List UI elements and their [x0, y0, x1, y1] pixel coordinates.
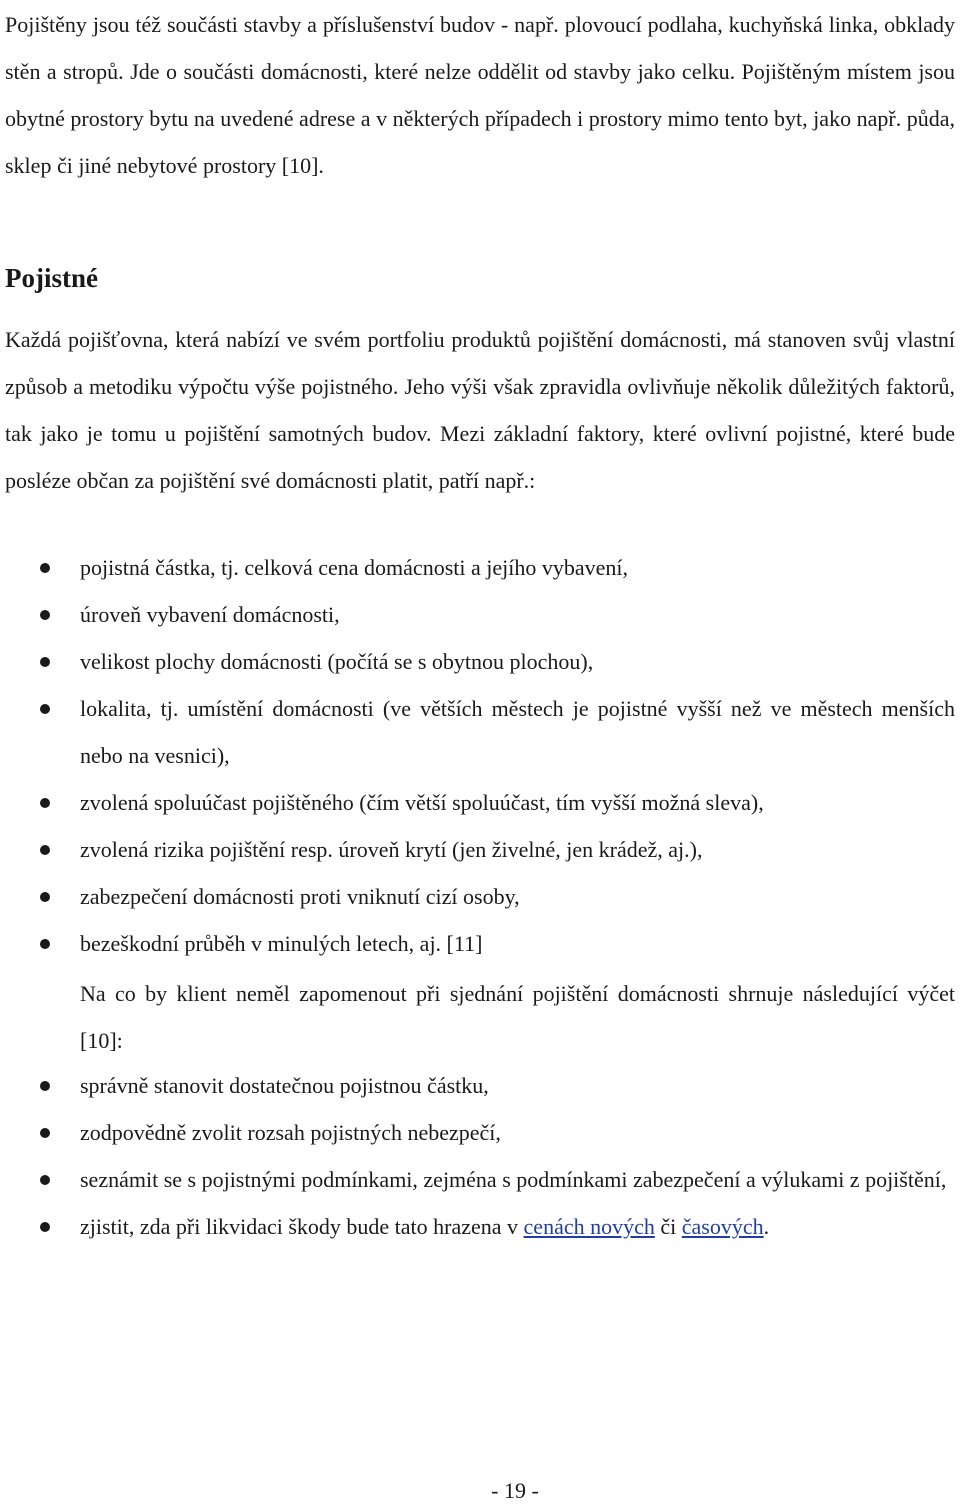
bullet-icon — [40, 798, 50, 808]
link-ceny-casove[interactable]: časových — [681, 1214, 764, 1239]
list-item — [0, 638, 955, 685]
section-heading-pojistne: Pojistné — [5, 263, 98, 293]
bullet-icon — [40, 563, 50, 573]
list-item-text-middle: či — [654, 1214, 682, 1239]
list-item — [0, 920, 955, 967]
client-checklist — [0, 1062, 960, 1250]
list-item-text: zvolená rizika pojištění resp. úroveň krytí (jen živelné, jen krádež, aj.), — [80, 837, 703, 862]
list-item-text: velikost plochy domácnosti (počítá se s obytnou plochou), — [80, 649, 594, 674]
link-ceny-nove[interactable]: cenách nových — [523, 1214, 655, 1239]
bullet-icon — [40, 704, 50, 714]
list-item-text-before: zjistit, zda při likvidaci škody bude tato hrazena v — [80, 1214, 524, 1239]
list-item-text: lokalita, tj. umístění domácnosti (ve větších městech je pojistné vyšší než ve městech menších nebo na vesnici), — [80, 696, 955, 768]
checklist-intro: Na co by klient neměl zapomenout při sjednání pojištění domácnosti shrnuje následující výčet [10]: — [80, 981, 955, 1053]
bullet-icon — [40, 657, 50, 667]
list-item — [0, 591, 955, 638]
list-item-text: zabezpečení domácnosti proti vniknutí cizí osoby, — [80, 884, 520, 909]
list-item-text: zodpovědně zvolit rozsah pojistných nebezpečí, — [80, 1120, 501, 1145]
list-item — [0, 1156, 955, 1203]
bullet-icon — [40, 610, 50, 620]
list-item — [0, 544, 955, 591]
page-number: - 19 - — [491, 1478, 539, 1503]
premium-factors-list — [0, 544, 960, 967]
list-item — [0, 826, 955, 873]
list-item-text: pojistná částka, tj. celková cena domácnosti a jejího vybavení, — [80, 555, 628, 580]
bullet-icon — [40, 939, 50, 949]
list-item — [0, 779, 955, 826]
bullet-icon — [40, 892, 50, 902]
list-item-text: správně stanovit dostatečnou pojistnou částku, — [80, 1073, 489, 1098]
paragraph-insured-items: Pojištěny jsou též součásti stavby a příslušenství budov - např. plovoucí podlaha, kuchyňská linka, obklady stěn a stropů. Jde o součásti domácnosti, které nelze oddělit od stavby jako celku. Pojištěným místem jsou obytné prostory bytu na uvedené adrese a v některých případech i prostory mimo tento byt, jako např. půda, sklep či jiné nebytové prostory [10]. — [5, 12, 955, 178]
list-item — [0, 873, 955, 920]
bullet-icon — [40, 845, 50, 855]
list-item-text: úroveň vybavení domácnosti, — [80, 602, 340, 627]
list-item-text-after: . — [763, 1214, 770, 1239]
bullet-icon — [40, 1081, 50, 1091]
list-item — [0, 1203, 955, 1250]
list-item — [0, 685, 955, 779]
list-item — [0, 1109, 955, 1156]
list-item-text: zvolená spoluúčast pojištěného (čím větší spoluúčast, tím vyšší možná sleva), — [80, 790, 764, 815]
bullet-icon — [40, 1128, 50, 1138]
paragraph-premium-factors: Každá pojišťovna, která nabízí ve svém portfoliu produktů pojištění domácnosti, má stanoven svůj vlastní způsob a metodiku výpočtu výše pojistného. Jeho výši však zpravidla ovlivňuje několik důležitých faktorů, tak jako je tomu u pojištění samotných budov. Mezi základní faktory, které ovlivní pojistné, které bude posléze občan za pojištění své domácnosti platit, patří např.: — [5, 327, 955, 493]
list-item-text: seznámit se s pojistnými podmínkami, zejména s podmínkami zabezpečení a výlukami z pojištění, — [80, 1167, 947, 1192]
bullet-icon — [40, 1175, 50, 1185]
list-item-text: bezeškodní průběh v minulých letech, aj. [11] — [80, 931, 483, 956]
list-item — [0, 1062, 955, 1109]
bullet-icon — [40, 1222, 50, 1232]
